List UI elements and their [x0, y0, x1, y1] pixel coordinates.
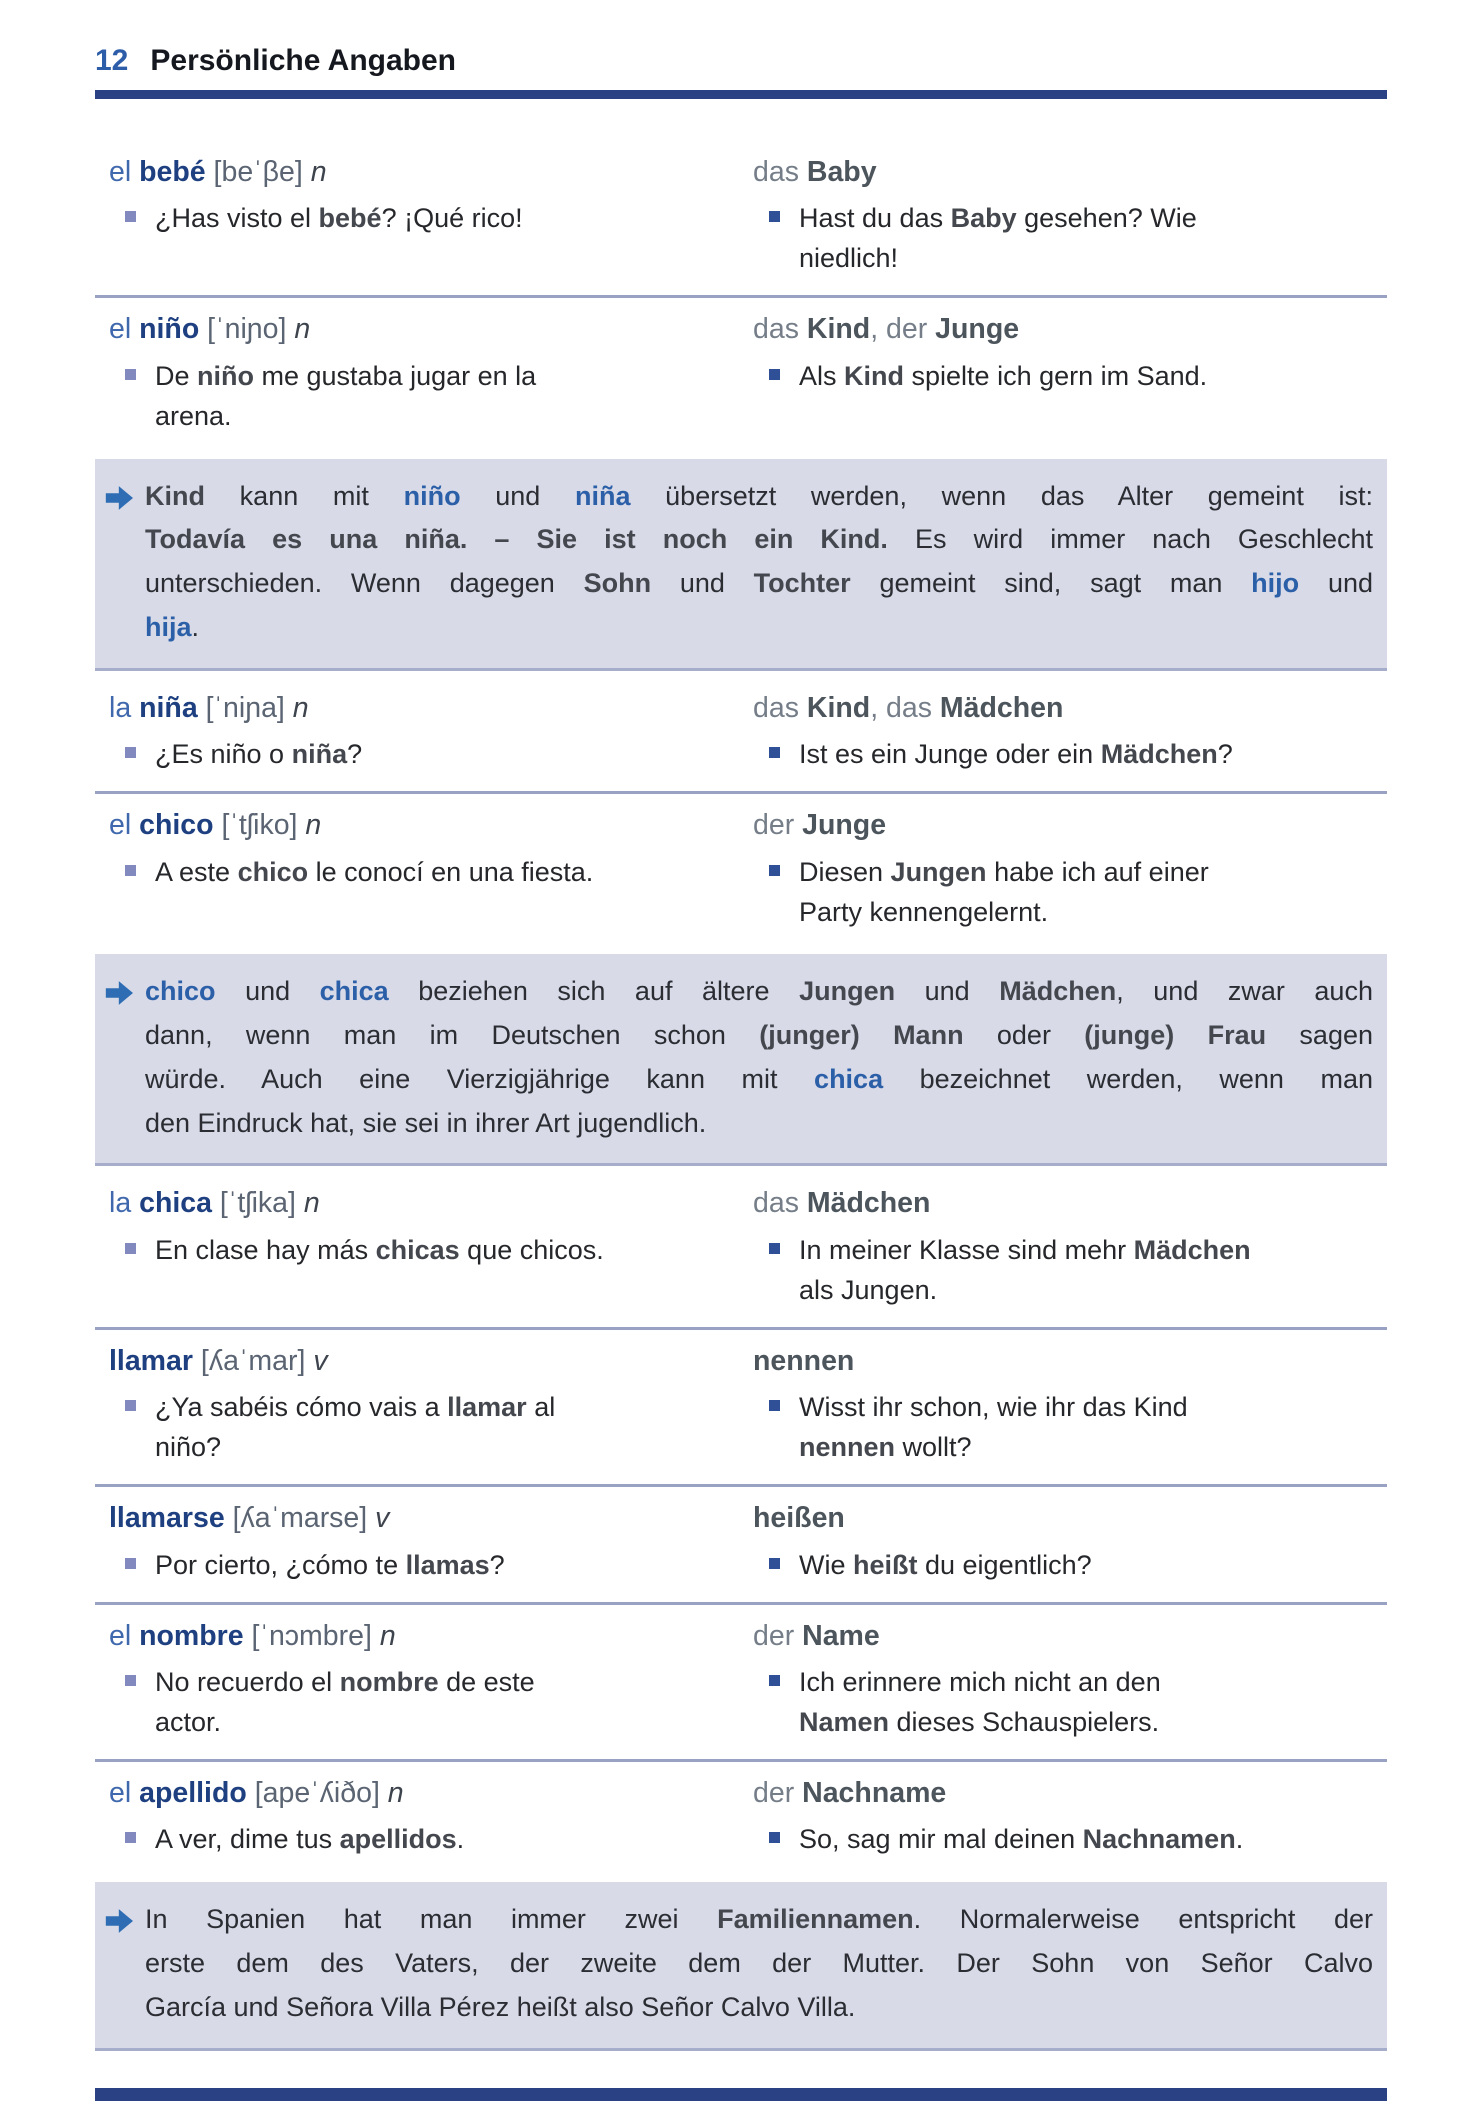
text-segment: Baby — [950, 203, 1017, 234]
footer-rule — [95, 2088, 1387, 2101]
usage-note-line — [145, 562, 1373, 606]
usage-note-line — [145, 1014, 1373, 1058]
usage-note-text — [145, 970, 1373, 1145]
spanish-example — [109, 735, 709, 775]
part-of-speech: n — [379, 1619, 396, 1652]
spanish-article: el — [109, 313, 140, 346]
spanish-headword: niña — [139, 691, 198, 724]
text-segment: den Eindruck hat, sie sei in ihrer Art jugendlich. — [145, 1107, 707, 1138]
example-line — [799, 1820, 1387, 1860]
text-segment: niño — [197, 360, 255, 391]
text-segment: niño — [403, 480, 461, 511]
spanish-article: la — [109, 691, 140, 724]
text-segment: das — [886, 691, 940, 724]
spanish-example — [109, 1820, 709, 1860]
text-segment: Party kennengelernt. — [799, 896, 1049, 927]
german-headword-line — [753, 1499, 1387, 1537]
phonetic-transcription: [beˈβe] — [205, 156, 311, 188]
spanish-column — [109, 1342, 709, 1468]
text-segment: A ver, dime tus — [155, 1824, 340, 1855]
spanish-article: la — [109, 1187, 140, 1220]
text-segment: En clase hay más — [155, 1234, 376, 1265]
entry-row — [95, 1330, 1387, 1484]
german-column — [753, 1617, 1387, 1743]
text-segment: So, sag mir mal deinen — [799, 1824, 1083, 1855]
entry-row — [95, 1487, 1387, 1601]
text-segment: der — [753, 809, 803, 842]
example-line — [155, 1546, 709, 1586]
text-segment: wollt? — [895, 1432, 972, 1463]
spanish-headword: chico — [139, 809, 214, 842]
text-segment: unterschieden. Wenn dagegen — [145, 568, 584, 599]
text-segment: chicas — [375, 1234, 460, 1265]
text-segment: . — [456, 1824, 465, 1855]
part-of-speech: n — [310, 156, 327, 188]
german-column — [753, 310, 1387, 436]
text-segment: dann, wenn man im Deutschen schon — [145, 1020, 760, 1051]
spanish-column — [109, 689, 709, 775]
text-segment: ¿Es niño o — [155, 739, 292, 770]
text-segment: al — [526, 1392, 556, 1423]
text-segment: das — [753, 1187, 807, 1220]
square-bullet-icon — [769, 369, 780, 380]
spanish-headword: llamar — [109, 1344, 193, 1377]
right-arrow-icon — [103, 481, 137, 507]
text-segment: Junge — [935, 313, 1020, 346]
part-of-speech: n — [292, 691, 309, 724]
example-line — [799, 1703, 1387, 1743]
text-segment: García und Señora Villa Pérez heißt also Señor Calvo Villa. — [145, 1991, 856, 2022]
phonetic-transcription: [ˈniɲa] — [197, 691, 293, 724]
example-line — [799, 1546, 1387, 1586]
text-segment: Nachnamen — [1082, 1824, 1236, 1855]
page-content — [95, 44, 1387, 2057]
text-segment: erste dem des Vaters, der zweite dem der Mutter. Der Sohn von Señor Calvo — [145, 1948, 1373, 1979]
text-segment: Por cierto, ¿cómo te — [155, 1549, 406, 1580]
example-line — [155, 199, 709, 239]
spanish-column — [109, 1184, 709, 1310]
text-segment: . — [191, 611, 200, 642]
text-segment: Todavía es una niña. – Sie ist noch ein Kind. — [145, 524, 888, 555]
example-line — [799, 735, 1387, 775]
page-number: 12 — [95, 44, 129, 77]
text-segment: Als — [799, 360, 845, 391]
german-example — [753, 853, 1387, 933]
german-headword-line — [753, 1342, 1387, 1380]
text-segment: Ich erinnere mich nicht an den — [799, 1667, 1161, 1698]
phonetic-transcription: [ˈtʃika] — [212, 1187, 304, 1220]
part-of-speech: n — [305, 809, 322, 842]
spanish-column — [109, 1617, 709, 1743]
german-example — [753, 735, 1387, 775]
spanish-headword-line — [109, 153, 709, 191]
german-headword-line — [753, 689, 1387, 727]
example-line — [799, 893, 1387, 933]
page-header — [95, 44, 1387, 78]
text-segment: Sohn — [583, 568, 652, 599]
example-line — [155, 1428, 709, 1468]
text-segment: Jungen — [799, 976, 896, 1007]
square-bullet-icon — [769, 747, 780, 758]
text-segment: niña — [291, 739, 348, 770]
text-segment: spielte ich gern im Sand. — [904, 360, 1208, 391]
text-segment: und — [895, 976, 1000, 1007]
usage-note-box — [95, 459, 1387, 671]
german-column — [753, 1774, 1387, 1860]
german-column — [753, 1184, 1387, 1310]
spanish-headword-line — [109, 1342, 709, 1380]
spanish-column — [109, 1499, 709, 1585]
spanish-example — [109, 1546, 709, 1586]
text-segment: und — [651, 568, 754, 599]
square-bullet-icon — [769, 1675, 780, 1686]
text-segment: Wie — [799, 1549, 853, 1580]
text-segment: habe ich auf einer — [986, 856, 1209, 887]
spanish-headword-line — [109, 1774, 709, 1812]
spanish-column — [109, 806, 709, 932]
text-segment: der — [886, 313, 936, 346]
spanish-example — [109, 1388, 709, 1468]
text-segment: Mädchen — [1133, 1234, 1251, 1265]
square-bullet-icon — [125, 1675, 136, 1686]
phonetic-transcription: [ʎaˈmarse] — [224, 1502, 376, 1535]
example-line — [155, 1388, 709, 1428]
usage-note-line — [145, 1058, 1373, 1102]
text-segment: und — [1299, 568, 1373, 599]
text-segment: gemeint sind, sagt man — [850, 568, 1252, 599]
square-bullet-icon — [769, 1243, 780, 1254]
text-segment: chico — [145, 976, 216, 1007]
text-segment: actor. — [155, 1707, 222, 1738]
text-segment: das — [753, 313, 807, 346]
spanish-example — [109, 853, 709, 893]
german-headword-line — [753, 310, 1387, 348]
spanish-headword-line — [109, 1499, 709, 1537]
entry-row — [95, 794, 1387, 948]
example-line — [799, 1663, 1387, 1703]
text-segment: A este — [155, 856, 238, 887]
example-line — [155, 1663, 709, 1703]
example-line — [799, 357, 1387, 397]
text-segment: Name — [802, 1619, 880, 1652]
text-segment: chica — [814, 1063, 884, 1094]
text-segment: Kind — [806, 313, 871, 346]
example-line — [799, 1231, 1387, 1271]
example-line — [799, 1388, 1387, 1428]
spanish-example — [109, 1231, 709, 1271]
part-of-speech: n — [387, 1776, 404, 1809]
usage-note-text — [145, 475, 1373, 650]
text-segment: heißen — [753, 1502, 845, 1535]
text-segment: Mädchen — [806, 1187, 931, 1220]
example-line — [155, 853, 709, 893]
phonetic-transcription: [ʎaˈmar] — [192, 1344, 314, 1377]
entry-row — [95, 1762, 1387, 1876]
spanish-headword: nombre — [139, 1619, 244, 1652]
text-segment: ¿Ya sabéis cómo vais a — [155, 1392, 448, 1423]
text-segment: Wisst ihr schon, wie ihr das Kind — [799, 1392, 1188, 1423]
example-line — [155, 397, 709, 437]
german-headword-line — [753, 1774, 1387, 1812]
german-column — [753, 1342, 1387, 1468]
text-segment: apellidos — [339, 1824, 457, 1855]
part-of-speech: v — [375, 1502, 390, 1535]
spanish-article: el — [109, 1776, 140, 1809]
example-line — [155, 1231, 709, 1271]
entry-row — [95, 298, 1387, 452]
text-segment: Familiennamen — [717, 1904, 914, 1935]
square-bullet-icon — [769, 1558, 780, 1569]
text-segment: Junge — [802, 809, 887, 842]
german-headword-line — [753, 806, 1387, 844]
text-segment: Tochter — [753, 568, 851, 599]
spanish-headword-line — [109, 689, 709, 727]
example-line — [799, 239, 1387, 279]
spanish-headword-line — [109, 1184, 709, 1222]
text-segment: . Normalerweise entspricht der — [913, 1904, 1373, 1935]
spanish-headword: chica — [139, 1187, 212, 1220]
text-segment: (junge) Frau — [1084, 1020, 1267, 1051]
example-line — [155, 357, 709, 397]
text-segment: oder — [963, 1020, 1085, 1051]
text-segment: gesehen? Wie — [1016, 203, 1197, 234]
text-segment: nombre — [339, 1667, 439, 1698]
spanish-headword: bebé — [139, 156, 206, 188]
text-segment: das — [753, 691, 807, 724]
spanish-column — [109, 1774, 709, 1860]
text-segment: Mädchen — [939, 691, 1064, 724]
usage-note-line — [145, 518, 1373, 562]
usage-note-line — [145, 1898, 1373, 1942]
usage-note-line — [145, 970, 1373, 1014]
german-column — [753, 689, 1387, 775]
text-segment: de este — [438, 1667, 535, 1698]
text-segment: le conocí en una fiesta. — [308, 856, 594, 887]
text-segment: kann mit — [205, 480, 404, 511]
usage-note-box — [95, 954, 1387, 1166]
usage-note-line — [145, 606, 1373, 650]
header-rule — [95, 90, 1387, 99]
spanish-headword-line — [109, 310, 709, 348]
spanish-article: el — [109, 1619, 140, 1652]
page-title: Persönliche Angaben — [150, 44, 456, 77]
example-line — [155, 1820, 709, 1860]
usage-note-text — [145, 1898, 1373, 2029]
spanish-headword: llamarse — [109, 1502, 225, 1535]
text-segment: ? — [489, 1549, 505, 1580]
entries-list — [95, 141, 1387, 2051]
spanish-headword-line — [109, 1617, 709, 1655]
text-segment: der — [753, 1776, 803, 1809]
text-segment: chica — [319, 976, 389, 1007]
text-segment: Kind — [844, 360, 905, 391]
text-segment: Kind — [806, 691, 871, 724]
german-example — [753, 1231, 1387, 1311]
text-segment: ¿Has visto el — [155, 203, 319, 234]
square-bullet-icon — [125, 211, 136, 222]
text-segment: Mädchen — [999, 976, 1117, 1007]
german-column — [753, 153, 1387, 279]
text-segment: Kind — [145, 480, 205, 511]
text-segment: das — [753, 156, 807, 188]
entry-row — [95, 1172, 1387, 1326]
text-segment: bezeichnet werden, wenn man — [883, 1063, 1373, 1094]
part-of-speech: n — [294, 313, 311, 346]
text-segment: arena. — [155, 400, 232, 431]
german-example — [753, 357, 1387, 397]
square-bullet-icon — [125, 747, 136, 758]
text-segment: Diesen — [799, 856, 891, 887]
text-segment: In Spanien hat man immer zwei — [145, 1904, 718, 1935]
text-segment: nennen — [753, 1344, 855, 1377]
square-bullet-icon — [125, 369, 136, 380]
german-headword-line — [753, 1617, 1387, 1655]
example-line — [799, 853, 1387, 893]
square-bullet-icon — [125, 1243, 136, 1254]
phonetic-transcription: [apeˈʎiðo] — [246, 1776, 388, 1809]
spanish-column — [109, 153, 709, 279]
right-arrow-icon — [103, 976, 137, 1002]
text-segment: me gustaba jugar en la — [254, 360, 537, 391]
phonetic-transcription: [ˈnɔmbre] — [243, 1619, 380, 1652]
german-example — [753, 1546, 1387, 1586]
text-segment: hija — [145, 611, 192, 642]
text-segment: . — [1235, 1824, 1244, 1855]
entry-row — [95, 141, 1387, 295]
spanish-article: el — [109, 809, 140, 842]
entry-row — [95, 677, 1387, 791]
text-segment: llamar — [447, 1392, 527, 1423]
square-bullet-icon — [125, 1400, 136, 1411]
part-of-speech: n — [303, 1187, 320, 1220]
square-bullet-icon — [769, 1400, 780, 1411]
phonetic-transcription: [ˈtʃiko] — [213, 809, 306, 842]
usage-note-line — [145, 475, 1373, 519]
usage-note-line — [145, 1942, 1373, 1986]
text-segment: Nachname — [802, 1776, 947, 1809]
example-line — [799, 199, 1387, 239]
usage-note-box — [95, 1882, 1387, 2050]
text-segment: No recuerdo el — [155, 1667, 340, 1698]
german-example — [753, 1663, 1387, 1743]
text-segment: und — [215, 976, 320, 1007]
text-segment: du eigentlich? — [917, 1549, 1092, 1580]
square-bullet-icon — [125, 1832, 136, 1843]
text-segment: ? — [347, 739, 363, 770]
german-headword-line — [753, 1184, 1387, 1222]
text-segment: Namen — [799, 1707, 890, 1738]
text-segment: nennen — [799, 1432, 896, 1463]
spanish-example — [109, 199, 709, 239]
text-segment: , — [870, 691, 887, 724]
phonetic-transcription: [ˈniɲo] — [199, 313, 295, 346]
text-segment: In meiner Klasse sind mehr — [799, 1234, 1134, 1265]
right-arrow-icon — [103, 1904, 137, 1930]
text-segment: Jungen — [890, 856, 987, 887]
text-segment: Baby — [806, 156, 877, 188]
square-bullet-icon — [125, 1558, 136, 1569]
text-segment: Mädchen — [1100, 739, 1218, 770]
german-example — [753, 1820, 1387, 1860]
text-segment: beziehen sich auf ältere — [388, 976, 800, 1007]
text-segment: niño? — [155, 1432, 222, 1463]
german-example — [753, 1388, 1387, 1468]
text-segment: dieses Schauspielers. — [889, 1707, 1160, 1738]
text-segment: ? — [1217, 739, 1233, 770]
usage-note-line — [145, 1102, 1373, 1146]
text-segment: übersetzt werden, wenn das Alter gemeint ist: — [630, 480, 1373, 511]
square-bullet-icon — [769, 1832, 780, 1843]
text-segment: ? ¡Qué rico! — [381, 203, 523, 234]
example-line — [155, 735, 709, 775]
example-line — [799, 1271, 1387, 1311]
spanish-article: el — [109, 156, 140, 188]
text-segment: chico — [237, 856, 309, 887]
text-segment: que chicos. — [459, 1234, 604, 1265]
square-bullet-icon — [769, 865, 780, 876]
usage-note-line — [145, 1986, 1373, 2030]
text-segment: und — [460, 480, 575, 511]
text-segment: als Jungen. — [799, 1274, 938, 1305]
spanish-example — [109, 1663, 709, 1743]
part-of-speech: v — [313, 1344, 328, 1377]
spanish-headword: niño — [139, 313, 200, 346]
spanish-example — [109, 357, 709, 437]
square-bullet-icon — [769, 211, 780, 222]
text-segment: heißt — [853, 1549, 918, 1580]
text-segment: hijo — [1251, 568, 1300, 599]
text-segment: bebé — [318, 203, 382, 234]
text-segment: (junger) Mann — [759, 1020, 964, 1051]
example-line — [799, 1428, 1387, 1468]
spanish-headword: apellido — [139, 1776, 247, 1809]
text-segment: sagen — [1266, 1020, 1373, 1051]
german-column — [753, 806, 1387, 932]
text-segment: niña — [574, 480, 631, 511]
german-example — [753, 199, 1387, 279]
spanish-headword-line — [109, 806, 709, 844]
text-segment: Hast du das — [799, 203, 951, 234]
text-segment: Es wird immer nach Geschlecht — [887, 524, 1373, 555]
text-segment: würde. Auch eine Vierzigjährige kann mit — [145, 1063, 815, 1094]
entry-row — [95, 1605, 1387, 1759]
german-headword-line — [753, 153, 1387, 191]
text-segment: llamas — [405, 1549, 490, 1580]
text-segment: , — [870, 313, 887, 346]
text-segment: , und zwar auch — [1116, 976, 1373, 1007]
text-segment: niedlich! — [799, 243, 899, 274]
text-segment: De — [155, 360, 198, 391]
square-bullet-icon — [125, 865, 136, 876]
german-column — [753, 1499, 1387, 1585]
spanish-column — [109, 310, 709, 436]
text-segment: der — [753, 1619, 803, 1652]
example-line — [155, 1703, 709, 1743]
text-segment: Ist es ein Junge oder ein — [799, 739, 1101, 770]
